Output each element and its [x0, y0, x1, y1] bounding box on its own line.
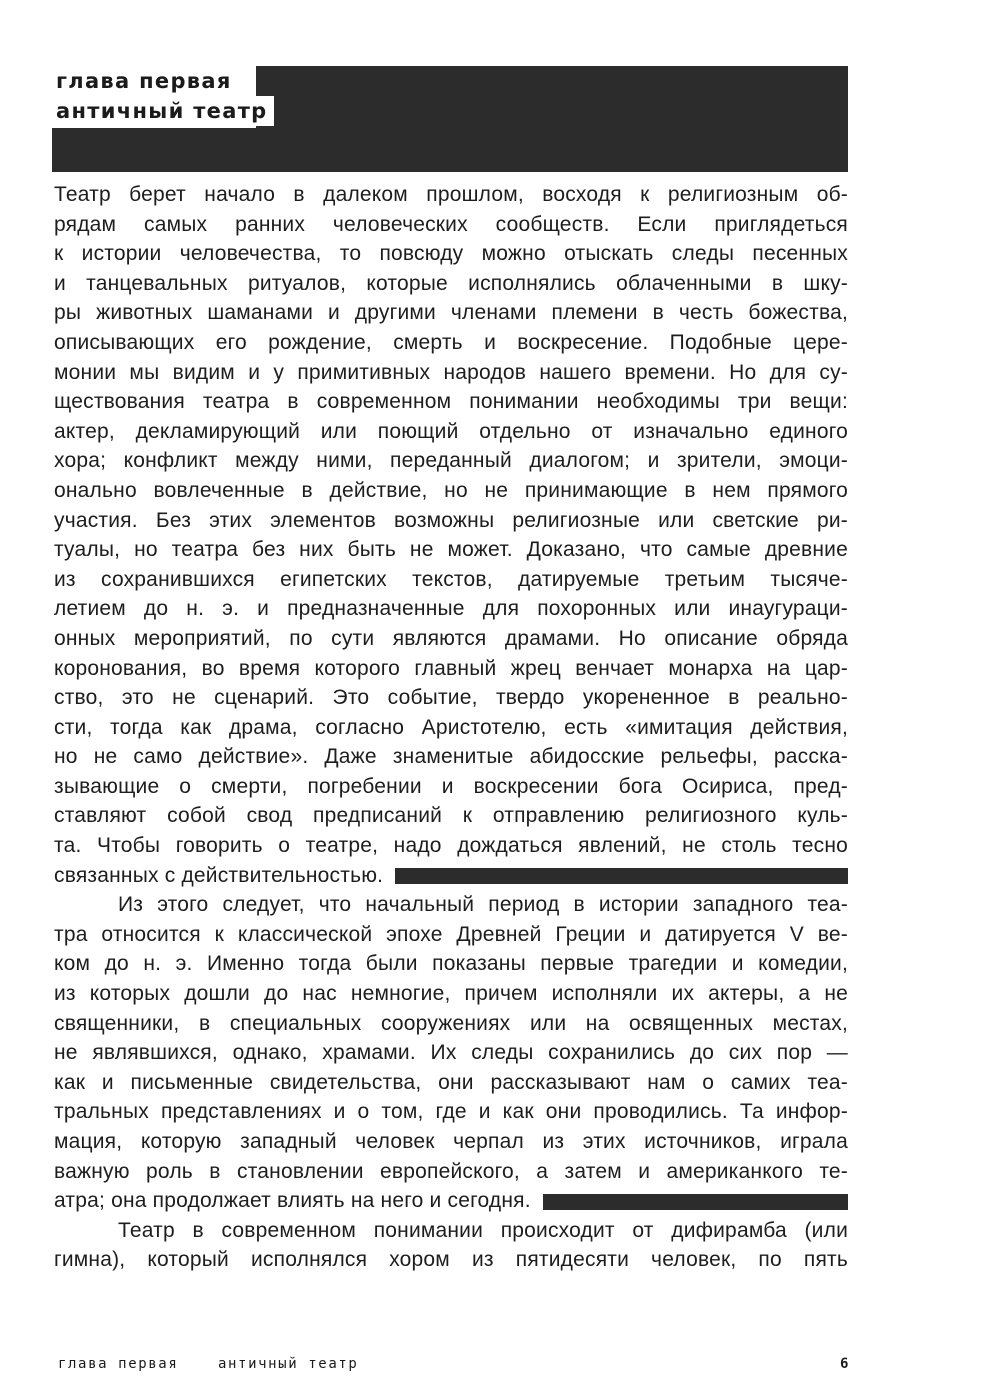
text-line: ставляют собой свод предписаний к отправлению религиозного куль- [54, 804, 848, 828]
text-line: важную роль в становлении европейского, а затем и американкого те- [54, 1159, 848, 1183]
text-line: та. Чтобы говорить о театре, надо дождаться явлений, не столь тесно [54, 834, 848, 858]
text-line: но не само действие». Даже знаменитые абидосские рельефы, расска- [54, 745, 848, 769]
text-line: летием до н. э. и предназначенные для похоронных или инаугураци- [54, 597, 848, 621]
text-line: ство, это не сценарий. Это событие, твердо укорененное в реально- [54, 686, 848, 710]
footer-chapter-title: античный театр [218, 1356, 359, 1372]
text-line: гимна), который исполнялся хором из пятидесяти человек, по пять [54, 1248, 848, 1272]
text-line: как и письменные свидетельства, они рассказывают нам о самих теа- [54, 1070, 848, 1094]
paragraph-end-bar [543, 1194, 848, 1210]
text-line: рядам самых ранних человеческих сообществ. Если приглядеться [54, 212, 848, 236]
footer-chapter-label: глава первая [58, 1356, 179, 1372]
page-footer [58, 1356, 850, 1380]
paragraph-end-line [54, 861, 848, 891]
text-line: тра относится к классической эпохе Древней Греции и датируется V ве- [54, 922, 848, 946]
text-line: Из этого следует, что начальный период в истории западного теа- [118, 893, 848, 917]
text-line: священники, в специальных сооружениях или на освященных местах, [54, 1011, 848, 1035]
text-line: и танцевальных ритуалов, которые исполнялись облаченными в шку- [54, 271, 848, 295]
text-line: атра; она продолжает влиять на него и сегодня. [54, 1189, 531, 1213]
paragraph-end-line [54, 1186, 848, 1216]
body-text [54, 180, 848, 1275]
chapter-label: глава первая [52, 66, 238, 96]
text-line: описывающих его рождение, смерть и воскресение. Подобные цере- [54, 330, 848, 354]
text-line: участия. Без этих элементов возможны религиозные или светские ри- [54, 508, 848, 532]
text-line: тральных представлениях и о том, где и как они проводились. Та инфор- [54, 1100, 848, 1124]
text-line: мация, которую западный человек черпал из этих источников, играла [54, 1130, 848, 1153]
paragraph [54, 1216, 848, 1275]
page-number: 6 [839, 1356, 850, 1372]
text-line: сти, тогда как драма, согласно Аристотелю, есть «имитация действия, [54, 715, 848, 739]
paragraph-end-bar [395, 868, 848, 884]
text-line: ществования театра в современном понимании необходимы три вещи: [54, 390, 848, 414]
text-line: актер, декламирующий или поющий отдельно от изначально единого [54, 419, 848, 443]
text-line: онально вовлеченные в действие, но не принимающие в нем прямого [54, 478, 848, 502]
paragraph [54, 890, 848, 1216]
text-line: связанных с действительностью. [54, 863, 384, 887]
chapter-header [52, 66, 848, 172]
text-line: ры животных шаманами и другими членами племени в честь божества, [54, 301, 848, 325]
text-line: к истории человечества, то повсюду можно отыскать следы песенных [54, 242, 848, 266]
text-line: коронования, во время которого главный жрец венчает монарха на цар- [54, 656, 848, 680]
chapter-title: античный театр [52, 96, 274, 126]
text-line: не являвшихся, однако, храмами. Их следы сохранились до сих пор — [54, 1041, 848, 1065]
text-line: хора; конфликт между ними, переданный диалогом; и зрители, эмоци- [54, 449, 848, 473]
text-line: зывающие о смерти, погребении и воскресении бога Осириса, пред- [54, 774, 848, 798]
header-black-bar [52, 128, 848, 172]
text-line: ком до н. э. Именно тогда были показаны первые трагедии и комедии, [54, 952, 848, 976]
text-line: из которых дошли до нас немногие, причем исполняли их актеры, а не [54, 982, 848, 1006]
text-line: Театр берет начало в далеком прошлом, восходя к религиозным об- [54, 183, 848, 206]
text-line: Театр в современном понимании происходит от дифирамба (или [118, 1218, 848, 1242]
text-line: туалы, но театра без них быть не может. Доказано, что самые древние [54, 538, 848, 562]
paragraph [54, 180, 848, 890]
text-line: онных мероприятий, по сути являются драмами. Но описание обряда [54, 626, 848, 650]
text-line: из сохранившихся египетских текстов, датируемые третьим тысяче- [54, 567, 848, 591]
text-line: монии мы видим и у примитивных народов нашего времени. Но для су- [54, 360, 848, 384]
